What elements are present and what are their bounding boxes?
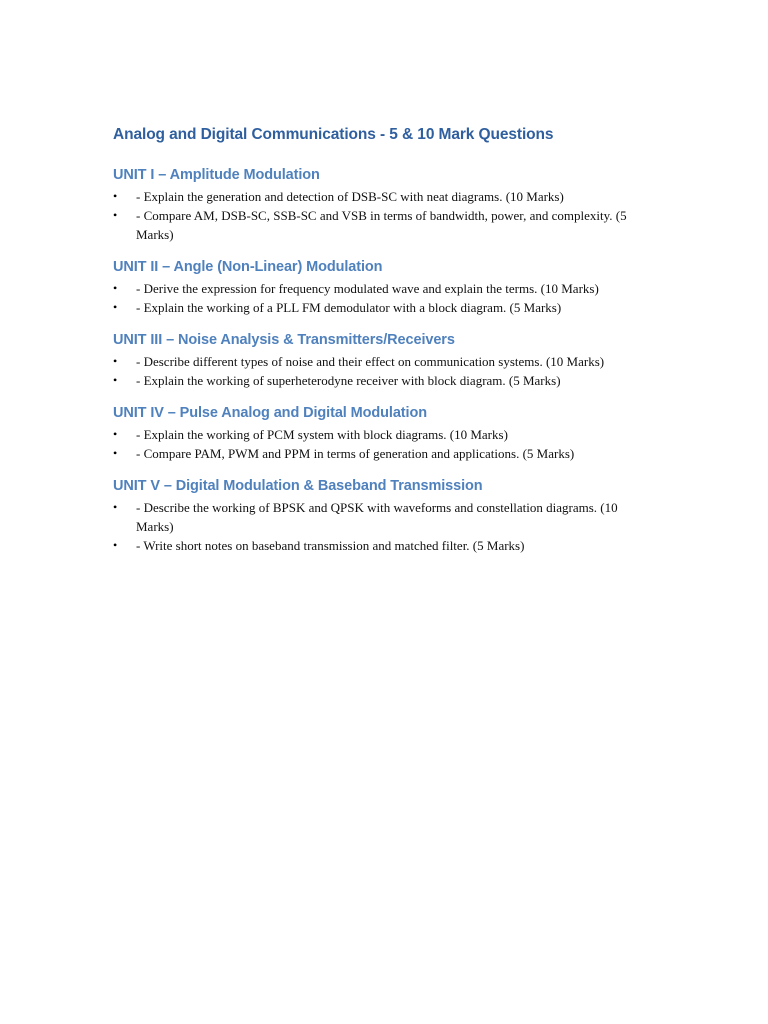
question-list bbox=[113, 279, 653, 317]
question-text: - Explain the working of a PLL FM demodulator with a block diagram. (5 Marks) bbox=[136, 300, 562, 315]
unit-section bbox=[113, 402, 653, 463]
unit-heading: UNIT II – Angle (Non-Linear) Modulation bbox=[113, 259, 383, 275]
question-text: - Describe different types of noise and their effect on communication systems. (10 Marks) bbox=[136, 354, 605, 369]
question-text: - Write short notes on baseband transmission and matched filter. (5 Marks) bbox=[136, 538, 525, 553]
question-item bbox=[113, 425, 653, 444]
bullet-icon: • bbox=[113, 427, 118, 441]
question-text: - Explain the working of PCM system with block diagrams. (10 Marks) bbox=[136, 427, 508, 442]
bullet-icon: • bbox=[113, 538, 118, 552]
question-list bbox=[113, 425, 653, 463]
question-text: - Explain the generation and detection of DSB-SC with neat diagrams. (10 Marks) bbox=[136, 189, 564, 204]
bullet-icon: • bbox=[113, 189, 118, 203]
question-item bbox=[113, 206, 653, 244]
question-item bbox=[113, 498, 653, 536]
bullet-icon: • bbox=[113, 208, 118, 222]
question-item bbox=[113, 536, 653, 555]
unit-section bbox=[113, 329, 653, 390]
bullet-icon: • bbox=[113, 354, 118, 368]
question-item bbox=[113, 371, 653, 390]
question-list bbox=[113, 352, 653, 390]
question-text: - Explain the working of superheterodyne receiver with block diagram. (5 Marks) bbox=[136, 373, 561, 388]
question-item bbox=[113, 279, 653, 298]
question-list bbox=[113, 187, 653, 244]
unit-heading: UNIT I – Amplitude Modulation bbox=[113, 167, 320, 183]
bullet-icon: • bbox=[113, 281, 118, 295]
unit-heading: UNIT IV – Pulse Analog and Digital Modulation bbox=[113, 405, 427, 421]
question-text: - Compare AM, DSB-SC, SSB-SC and VSB in terms of bandwidth, power, and complexity. (5 Marks) bbox=[136, 208, 627, 242]
unit-section bbox=[113, 256, 653, 317]
document-title: Analog and Digital Communications - 5 & 10 Mark Questions bbox=[113, 126, 554, 143]
question-text: - Describe the working of BPSK and QPSK with waveforms and constellation diagrams. (10 Marks) bbox=[136, 500, 618, 534]
question-item bbox=[113, 187, 653, 206]
bullet-icon: • bbox=[113, 300, 118, 314]
unit-section bbox=[113, 475, 653, 555]
question-item bbox=[113, 444, 653, 463]
document-page bbox=[113, 123, 653, 567]
bullet-icon: • bbox=[113, 373, 118, 387]
unit-heading: UNIT V – Digital Modulation & Baseband Transmission bbox=[113, 478, 483, 494]
bullet-icon: • bbox=[113, 446, 118, 460]
question-item bbox=[113, 298, 653, 317]
question-item bbox=[113, 352, 653, 371]
question-list bbox=[113, 498, 653, 555]
unit-heading: UNIT III – Noise Analysis & Transmitters/Receivers bbox=[113, 332, 455, 348]
unit-section bbox=[113, 164, 653, 244]
question-text: - Compare PAM, PWM and PPM in terms of generation and applications. (5 Marks) bbox=[136, 446, 575, 461]
question-text: - Derive the expression for frequency modulated wave and explain the terms. (10 Marks) bbox=[136, 281, 599, 296]
bullet-icon: • bbox=[113, 500, 118, 514]
